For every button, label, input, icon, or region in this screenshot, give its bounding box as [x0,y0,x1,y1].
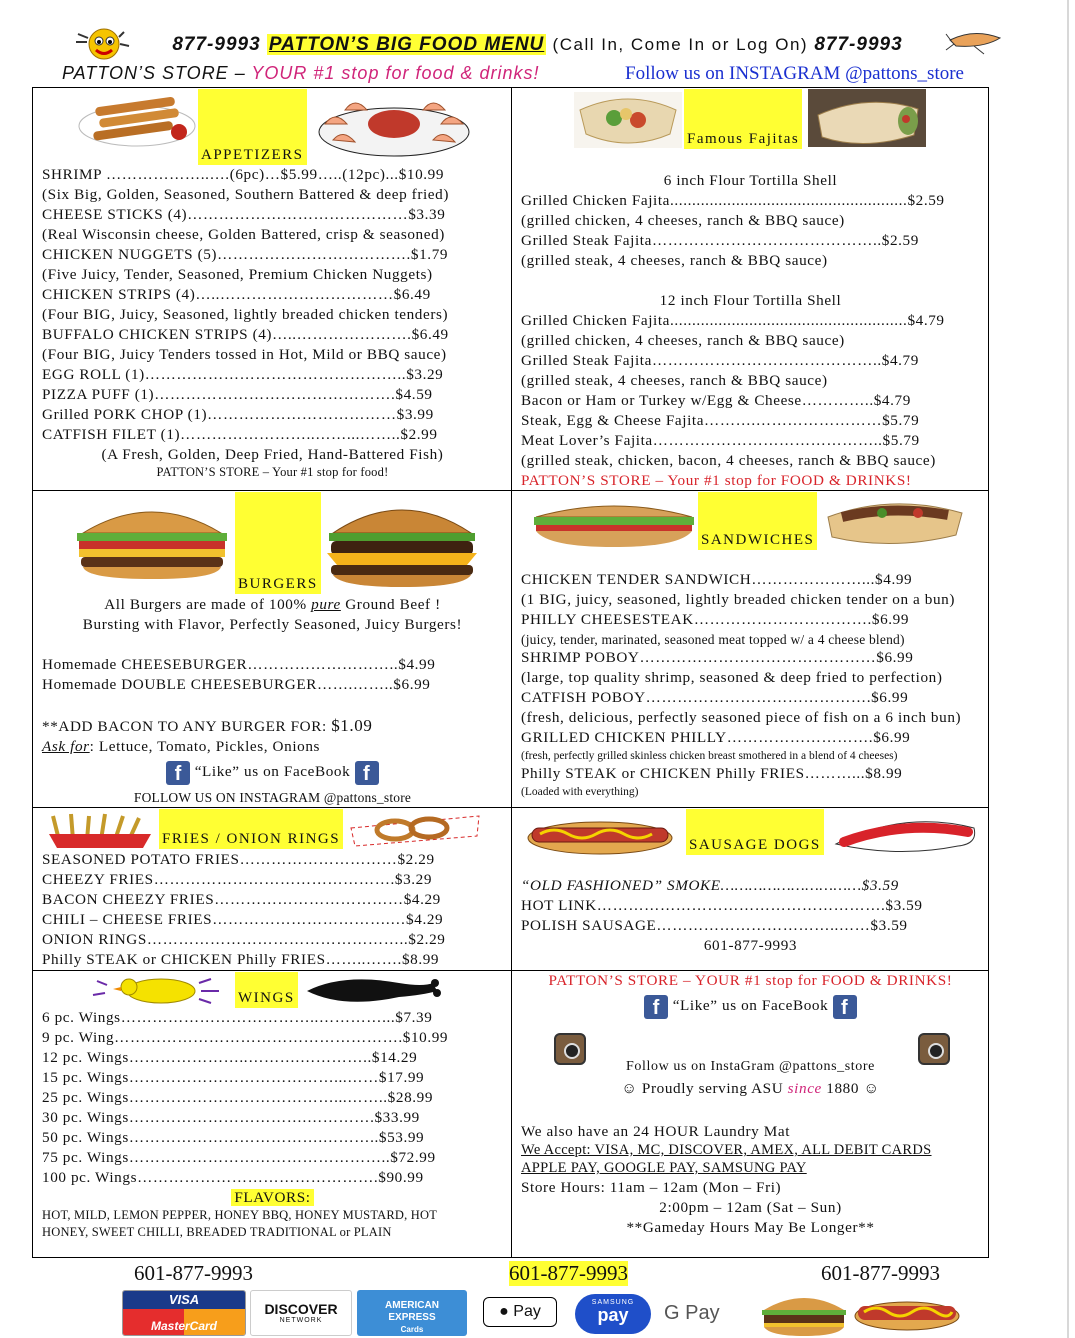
serving-c: 1880 [821,1080,864,1097]
appetizers-footer: PATTON’S STORE – Your #1 stop for food! [156,465,389,479]
fajita-line: (grilled chicken, 4 cheeses, ranch & BBQ sauce) [521,332,845,349]
sub-sandwich-image [530,497,698,549]
info-section [511,970,989,1258]
info-facebook-like [521,991,980,1021]
sandwich-line: GRILLED CHICKEN PHILLY……………………….$6.99 [521,729,911,746]
wings-line: 25 pc. Wings…………………………………...……..$28.99 [42,1089,434,1106]
appetizer-line: PIZZA PUFF (1)……………………………………….$4.59 [42,386,433,403]
mastercard-text: MasterCard [123,1309,245,1335]
smiley-glyph-icon: ☺ [863,1080,880,1097]
wings-line: 15 pc. Wings…………………………………...……$17.99 [42,1069,425,1086]
info-like-text: “Like” us on FaceBook [672,997,829,1014]
samsung-pay-text: pay [597,1305,629,1325]
smiley-glyph-icon: ☺ [621,1080,638,1097]
menu-title-row [0,34,1075,56]
discover-text: DISCOVER [264,1301,338,1317]
sandwich-line: (fresh, delicious, perfectly seasoned piece of fish on a 6 inch bun) [521,709,962,726]
ask-for-line [42,737,503,757]
flavors-list: HOT, MILD, LEMON PEPPER, HONEY BBQ, HONEY MUSTARD, HOT [42,1208,438,1222]
burgers-heading: BURGERS [235,492,321,594]
appetizer-line: (Real Wisconsin cheese, Golden Battered, crisp & seasoned) [42,226,445,243]
amex-text: Cards [400,1325,424,1334]
sandwich-line: (Loaded with everything) [521,786,639,798]
info-serving [521,1079,980,1099]
fries-image [39,810,159,848]
serving-since: since [787,1080,822,1097]
amex-text: EXPRESS [388,1312,436,1323]
appetizer-line: SHRIMP ………………..….(6pc)…$5.99…..(12pc)...$10.99 [42,166,445,183]
sandwiches-section [511,490,989,808]
sandwich-line: (large, top quality shrimp, seasoned & deep fried to perfection) [521,669,943,686]
wings-line: 6 pc. Wings………………………………..…………...$7.39 [42,1009,433,1026]
hotdog-image [524,814,676,858]
header-phone-left: 877-9993 [172,34,261,55]
amex-text: AMERICAN [385,1300,439,1311]
store-name: PATTON’S STORE – [62,63,246,83]
apple-pay-text: Pay [513,1303,541,1320]
flavors-list: HONEY, SWEET CHILLI, BREADED TRADITIONAL or PLAIN [42,1225,392,1239]
facebook-like-text: “Like” us on FaceBook [194,763,351,780]
fajitas-footer: PATTON’S STORE – Your #1 stop for FOOD & DRINKS! [521,472,912,489]
info-slogan: PATTON’S STORE – YOUR #1 stop for FOOD & DRINKS! [548,972,953,989]
appetizer-line: CATFISH FILET (1)……………………..……...……..$2.99 [42,426,438,443]
wings-line: 30 pc. Wings…………………………….………….$33.99 [42,1109,420,1126]
fajitas-heading: Famous Fajitas [684,89,802,149]
fajita-line: 6 inch Flour Tortilla Shell [663,172,838,189]
flavors-label-row [42,1188,503,1208]
footer-burger-image [758,1290,850,1336]
sausage-line [521,876,980,896]
appetizer-line: CHICKEN STRIPS (4)…..……………………………$6.49 [42,286,431,303]
wings-line: 75 pc. Wings…………………………………………..$72.99 [42,1149,436,1166]
bacon-addon-price: $1.09 [331,716,373,735]
wings-line: 100 pc. Wings……………………………………….$90.99 [42,1169,424,1186]
appetizer-line: (Four BIG, Juicy, Seasoned, lightly breaded chicken tenders) [42,306,449,323]
apple-icon: ● [499,1303,509,1320]
info-laundry: We also have an 24 HOUR Laundry Mat [521,1123,791,1140]
menu-title: PATTON’S BIG FOOD MENU [268,34,545,55]
fajita-line: (grilled steak, 4 cheeses, ranch & BBQ sauce) [521,372,828,389]
fries-line: ONION RINGS…………………………………………..$2.29 [42,931,446,948]
appetizers-heading: APPETIZERS [198,89,307,165]
burger-item: Homemade DOUBLE CHEESEBURGER…….……..$6.99 [42,676,431,693]
page-edge [1067,0,1069,1338]
fajita-line: (grilled steak, 4 cheeses, ranch & BBQ sauce) [521,252,828,269]
info-hours: **Gameday Hours May Be Longer** [626,1219,875,1236]
fajita-line: Bacon or Ham or Turkey w/Egg & Cheese…………..$4.79 [521,392,911,409]
burgers-intro [42,595,503,615]
sandwich-line: SHRIMP POBOY………………………………………$6.99 [521,649,914,666]
appetizer-line: (Four BIG, Juicy Tenders tossed in Hot, Mild or BBQ sauce) [42,346,447,363]
burgers-section [32,490,512,808]
sausage-section [511,807,989,971]
samsung-pay-logo [575,1294,651,1334]
fries-line: CHEEZY FRIES……………………………………….$3.29 [42,871,433,888]
appetizer-line: (A Fresh, Golden, Deep Fried, Hand-Battered Fish) [101,446,444,463]
fajita-line: Grilled Chicken Fajita......................................................$4.79 [521,312,945,329]
appetizer-line: (Six Big, Golden, Seasoned, Southern Battered & deep fried) [42,186,449,203]
facebook-icon[interactable]: f [644,995,668,1019]
fajita-line: Grilled Steak Fajita……………………………………..$2.59 [521,232,919,249]
burgers-intro-a: All Burgers are made of 100% [104,596,312,613]
visa-mastercard-logo [122,1290,246,1336]
burger-item: Homemade CHEESEBURGER………………………..$4.99 [42,656,436,673]
cheese-sticks-image [75,92,199,150]
amex-logo [357,1290,467,1336]
fajita-line: (grilled chicken, 4 cheeses, ranch & BBQ sauce) [521,212,845,229]
fajita-line: Steak, Egg & Cheese Fajita……….……………………$5.79 [521,412,920,429]
wings-line: 12 pc. Wings…………………..……….…………..$14.29 [42,1049,418,1066]
store-slogan [62,63,540,84]
sausage-line: HOT LINK……………………………………………….$3.59 [521,897,923,914]
poboy-image [822,495,968,547]
burger-image [69,497,235,581]
discover-logo [250,1290,352,1336]
fajita-line: Meat Lover’s Fajita……………………………………..$5.79 [521,432,920,449]
burgers-intro-c: Ground Beef ! [340,596,441,613]
fajita-line: Grilled Chicken Fajita......................................................$2.59 [521,192,945,209]
footer-phone-mid: 601-877-9993 [509,1261,628,1285]
visa-text: VISA [123,1291,245,1309]
burrito-image [808,89,926,147]
bacon-addon-text: **ADD BACON TO ANY BURGER FOR: [42,718,332,735]
sandwich-line: CHICKEN TENDER SANDWICH…………………...$4.99 [521,571,913,588]
flavors-label: FLAVORS: [231,1189,313,1206]
info-hours: Store Hours: 11am – 12am (Mon – Fri) [521,1179,782,1196]
header-phone-right: 877-9993 [814,34,903,55]
sausage-heading: SAUSAGE DOGS [686,809,824,855]
info-hours: 2:00pm – 12am (Sat – Sun) [659,1199,842,1216]
facebook-icon[interactable]: f [833,995,857,1019]
fajita-line: (grilled steak, chicken, bacon, 4 cheeses, ranch & BBQ sauce) [521,452,936,469]
discover-sub: NETWORK [279,1317,323,1324]
sandwiches-heading: SANDWICHES [698,492,817,550]
facebook-like [42,757,503,787]
fries-section [32,807,512,971]
serving-a: Proudly serving ASU [641,1080,788,1097]
appetizer-line: CHICKEN NUGGETS (5)……………………………….$1.79 [42,246,449,263]
wings-section [32,970,512,1258]
fries-line: BACON CHEEZY FRIES………………………………$4.29 [42,891,441,908]
footer-hotdog-image [852,1290,962,1336]
appetizer-line: Grilled PORK CHOP (1)………………………………$3.99 [42,406,434,423]
shrimp-cocktail-image [315,94,473,160]
bacon-addon [42,716,503,737]
sausage-image [828,814,980,854]
wings-line: 50 pc. Wings……………………………….………..$53.99 [42,1129,425,1146]
sausage-phone: 601-877-9993 [703,937,798,954]
call-in-text: (Call In, Come In or Log On) [552,35,809,54]
sandwich-line: (1 BIG, juicy, seasoned, lightly breaded chicken tender on a bun) [521,591,956,608]
sausage-line: POLISH SAUSAGE……………………………..……$3.59 [521,917,908,934]
fries-heading: FRIES / ONION RINGS [159,809,343,849]
sandwich-line: Philly STEAK or CHICKEN Philly FRIES………...$8.99 [521,765,903,782]
google-pay-text: G Pay [664,1302,720,1324]
sandwich-line: (juicy, tender, marinated, seasoned meat topped w/ a 4 cheese blend) [521,632,905,647]
apple-pay-logo [483,1297,557,1327]
fries-line: CHILI – CHEESE FRIES…………………………….…$4.29 [42,911,444,928]
footer-phone-left: 601-877-9993 [134,1261,253,1285]
appetizer-line: CHEESE STICKS (4)……………………………………$3.39 [42,206,446,223]
sausage-line-text: “OLD FASHIONED” SMOKE…………………………$3.59 [521,877,899,894]
appetizer-line: BUFFALO CHICKEN STRIPS (4)…..………………….$6.49 [42,326,449,343]
burgers-instagram: FOLLOW US ON INSTAGRAM @pattons_store [133,790,412,805]
sandwich-line: (fresh, perfectly grilled skinless chicken breast smothered in a blend of 4 cheeses) [521,750,898,762]
wings-heading: WINGS [235,972,298,1008]
info-accept: APPLE PAY, GOOGLE PAY, SAMSUNG PAY [521,1160,807,1176]
samsung-text: SAMSUNG [591,1299,635,1306]
google-pay-logo [664,1298,750,1328]
burgers-intro-2: Bursting with Flavor, Perfectly Seasoned, Juicy Burgers! [82,616,463,633]
appetizers-section [32,87,512,491]
fries-line: Philly STEAK or CHICKEN Philly FRIES……..…….$8.99 [42,951,440,968]
appetizer-line: (Five Juicy, Tender, Seasoned, Premium Chicken Nuggets) [42,266,433,283]
instagram-follow: Follow us on INSTAGRAM @pattons_store [625,63,964,84]
appetizer-line: EGG ROLL (1)…………………………………………..$3.29 [42,366,444,383]
wrap-image [574,92,682,148]
cheeseburger-image [323,493,481,589]
ask-for-label: Ask for [42,738,90,755]
slogan-text: YOUR #1 stop for food & drinks! [251,63,540,83]
footer-phone-right: 601-877-9993 [821,1261,940,1285]
fries-line: SEASONED POTATO FRIES…………………………$2.29 [42,851,435,868]
fajitas-section [511,87,989,491]
burgers-intro-pure: pure [311,596,341,613]
sandwich-line: PHILLY CHEESESTEAK…………………………….$6.99 [521,611,910,628]
sandwich-line: CATFISH POBOY…………………………………….$6.99 [521,689,909,706]
info-accept: We Accept: VISA, MC, DISCOVER, AMEX, ALL DEBIT CARDS [521,1142,932,1158]
fajita-line: 12 inch Flour Tortilla Shell [659,292,842,309]
ask-for-items: : Lettuce, Tomato, Pickles, Onions [89,738,321,755]
onion-rings-image [345,810,485,848]
facebook-icon[interactable]: f [355,761,379,785]
facebook-icon[interactable]: f [166,761,190,785]
info-instagram: Follow us on InstaGram @pattons_store [626,1059,875,1074]
chicken-cartoon-image [87,975,237,1005]
fajita-line: Grilled Steak Fajita……………………………………..$4.79 [521,352,919,369]
drumstick-image [303,973,441,1007]
wings-line: 9 pc. Wing……………………………………………….$10.99 [42,1029,449,1046]
